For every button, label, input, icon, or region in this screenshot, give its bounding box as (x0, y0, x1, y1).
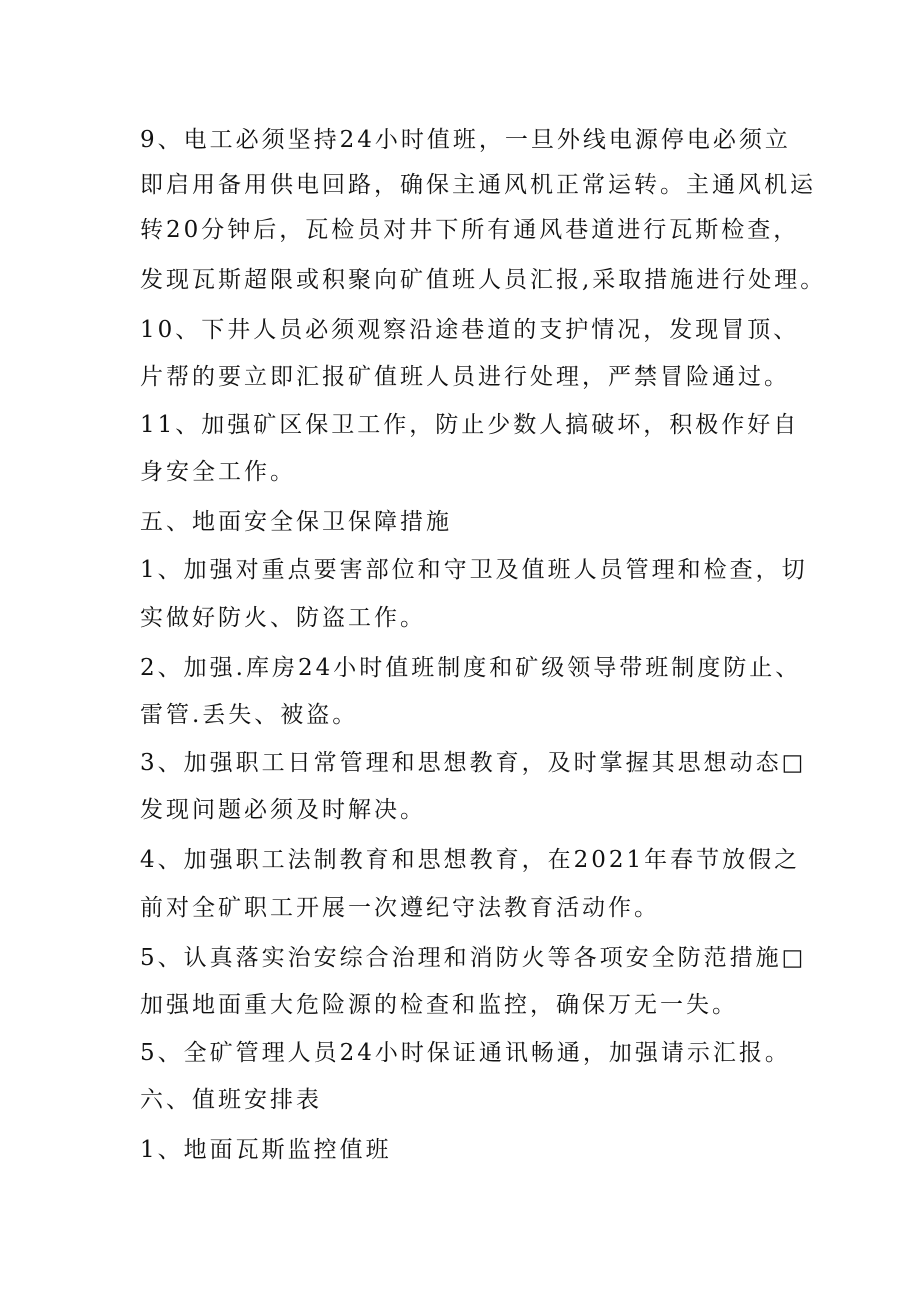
paragraph-line: 身安全工作。 (140, 459, 296, 485)
paragraph-line: 1、加强对重点要害部位和守卫及值班人员管理和检查，切 (140, 557, 808, 583)
paragraph-line: 2、加强.库房24小时值班制度和矿级领导带班制度防止、 (140, 655, 802, 681)
paragraph-line: 发现瓦斯超限或积聚向矿值班人员汇报,采取措施进行处理。 (140, 267, 827, 293)
paragraph-line: 雷管.丢失、被盗。 (140, 702, 359, 728)
paragraph-line: 前对全矿职工开展一次遵纪守法教育活动作。 (140, 895, 660, 921)
paragraph-line: 4、加强职工法制教育和思想教育，在2021年春节放假之 (140, 847, 801, 873)
section-heading: 五、地面安全保卫保障措施 (140, 509, 452, 535)
paragraph-line: 10、下井人员必须观察沿途巷道的支护情况，发现冒顶、 (140, 317, 800, 343)
paragraph-line: 9、电工必须坚持24小时值班，一旦外线电源停电必须立 (140, 127, 791, 153)
paragraph-line: 片帮的要立即汇报矿值班人员进行处理，严禁冒险通过。 (140, 364, 790, 390)
paragraph-line: 加强地面重大危险源的检查和监控，确保万无一失。 (140, 992, 738, 1018)
paragraph-line: 5、认真落实治安综合治理和消防火等各项安全防范措施□ (140, 945, 807, 971)
paragraph-line: 即启用备用供电回路，确保主通风机正常运转。主通风机运 (140, 172, 816, 198)
paragraph-line: 实做好防火、防盗工作。 (140, 605, 426, 631)
paragraph-line: 11、加强矿区保卫工作，防止少数人搞破坏，积极作好自 (140, 412, 800, 438)
paragraph-line: 5、全矿管理人员24小时保证通讯畅通，加强请示汇报。 (140, 1040, 791, 1066)
paragraph-line: 发现问题必须及时解决。 (140, 797, 426, 823)
paragraph-line: 1、地面瓦斯监控值班 (140, 1137, 392, 1163)
paragraph-line: 转20分钟后，瓦检员对井下所有通风巷道进行瓦斯检查， (140, 217, 800, 243)
paragraph-line: 3、加强职工日常管理和思想教育，及时掌握其思想动态□ (140, 750, 807, 776)
section-heading: 六、值班安排表 (140, 1087, 322, 1113)
